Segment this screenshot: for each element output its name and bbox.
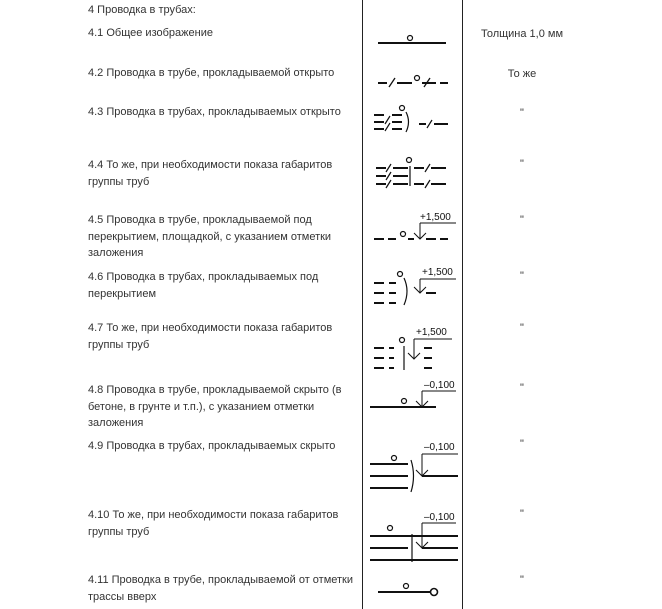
row-4-5-elevation: +1,500: [420, 212, 451, 223]
row-4-9-elevation: –0,100: [424, 442, 455, 453]
row-4-11-note: ": [520, 574, 524, 586]
row-4-10-symbol: [364, 508, 460, 570]
row-4-3-note: ": [520, 107, 524, 119]
row-4-1-description: 4.1 Общее изображение: [88, 27, 213, 39]
row-4-4-symbol: [364, 150, 460, 190]
row-4-8-description: 4.8 Проводка в трубе, прокладываемой скрыто (в бетоне, в грунте и т.п.), с указанием отметки заложения: [88, 384, 342, 429]
row-4-4-note: ": [520, 158, 524, 170]
row-4-9-symbol: [364, 438, 460, 498]
row-4-5-description: 4.5 Проводка в трубе, прокладываемой под перекрытием, площадкой, с указанием отметки заложения: [88, 214, 332, 259]
row-4-11-symbol: [364, 578, 460, 608]
table-border-left: [362, 0, 363, 609]
row-4-10-elevation: –0,100: [424, 512, 455, 523]
section-heading: 4 Проводка в трубах:: [88, 4, 196, 16]
row-4-11-description: 4.11 Проводка в трубе, прокладываемой от отметки трассы вверх: [88, 574, 354, 603]
row-4-6-elevation: +1,500: [422, 267, 453, 278]
row-4-3-description: 4.3 Проводка в трубах, прокладываемых открыто: [88, 106, 341, 118]
row-4-1-symbol: [364, 28, 460, 58]
row-4-9-note: ": [520, 438, 524, 450]
row-4-5-note: ": [520, 214, 524, 226]
row-4-5-symbol: [364, 207, 460, 245]
row-4-10-note: ": [520, 508, 524, 520]
row-4-7-description: 4.7 То же, при необходимости показа габаритов группы труб: [88, 322, 333, 351]
row-4-7-note: ": [520, 322, 524, 334]
table-border-right: [462, 0, 463, 609]
row-4-8-elevation: –0,100: [424, 380, 455, 391]
row-4-3-symbol: [364, 100, 460, 140]
row-4-6-note: ": [520, 270, 524, 282]
row-4-8-symbol: [364, 376, 460, 412]
row-4-6-symbol: [364, 263, 460, 311]
row-4-1-note: Толщина 1,0 мм: [480, 28, 564, 40]
row-4-9-description: 4.9 Проводка в трубах, прокладываемых скрыто: [88, 440, 336, 452]
row-4-2-symbol: [364, 66, 460, 96]
row-4-8-note: ": [520, 382, 524, 394]
row-4-2-description: 4.2 Проводка в трубе, прокладываемой открыто: [88, 67, 335, 79]
row-4-2-note: То же: [507, 68, 537, 80]
row-4-7-elevation: +1,500: [416, 327, 447, 338]
row-4-7-symbol: [364, 321, 460, 373]
row-4-6-description: 4.6 Проводка в трубах, прокладываемых под перекрытием: [88, 271, 319, 300]
row-4-4-description: 4.4 То же, при необходимости показа габаритов группы труб: [88, 159, 333, 188]
row-4-10-description: 4.10 То же, при необходимости показа габаритов группы труб: [88, 509, 339, 538]
